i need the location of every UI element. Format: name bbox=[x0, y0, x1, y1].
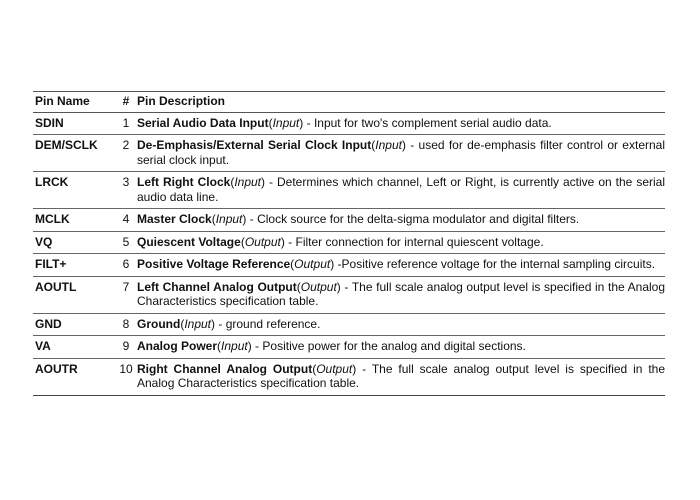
table-row bbox=[33, 172, 665, 209]
pin-number: 1 bbox=[115, 112, 137, 135]
pin-title: Left Right Clock bbox=[137, 175, 231, 189]
pin-separator: - bbox=[265, 175, 277, 189]
pin-detail: The full scale analog output level is specified in the Analog Characteristics specification table. bbox=[137, 361, 666, 390]
pin-number: 5 bbox=[115, 231, 137, 254]
pin-separator: - bbox=[251, 339, 263, 353]
pin-description: Quiescent Voltage(Output) - Filter connection for internal quiescent voltage. bbox=[137, 231, 665, 254]
pin-separator: - bbox=[303, 115, 314, 130]
pin-name: FILT+ bbox=[33, 254, 115, 277]
header-pin-description: Pin Description bbox=[137, 92, 665, 113]
pin-name: VQ bbox=[33, 231, 115, 254]
table-row bbox=[33, 209, 665, 232]
pin-description-table bbox=[33, 91, 665, 396]
table-row bbox=[33, 276, 665, 313]
pin-detail: Positive reference voltage for the internal sampling circuits. bbox=[341, 257, 656, 271]
pin-number: 7 bbox=[115, 276, 137, 313]
pin-separator: - bbox=[246, 212, 258, 226]
table-row bbox=[33, 254, 665, 277]
table-row bbox=[33, 358, 665, 395]
pin-description: Left Right Clock(Input) - Determines which channel, Left or Right, is currently active on the serial audio data line. bbox=[137, 172, 665, 209]
table-row bbox=[33, 313, 665, 336]
table-header-row bbox=[33, 92, 665, 113]
pin-name: AOUTR bbox=[33, 358, 115, 395]
pin-separator: - bbox=[215, 316, 226, 331]
pin-title: Quiescent Voltage bbox=[137, 234, 241, 249]
pin-number: 8 bbox=[115, 313, 137, 336]
pin-name: AOUTL bbox=[33, 276, 115, 313]
pin-detail: Determines which channel, Left or Right, is currently active on the serial audio data line. bbox=[137, 175, 665, 204]
pin-direction: Input bbox=[215, 212, 243, 226]
header-pin-name: Pin Name bbox=[33, 92, 115, 113]
pin-title: Ground bbox=[137, 316, 181, 331]
header-pin-number: # bbox=[115, 92, 137, 113]
pin-description: Serial Audio Data Input(Input) - Input for two's complement serial audio data. bbox=[137, 112, 665, 135]
pin-detail: Input for two's complement serial audio data. bbox=[313, 115, 552, 130]
pin-direction: Output bbox=[294, 257, 331, 271]
pin-title: Serial Audio Data Input bbox=[137, 115, 269, 130]
pin-detail: Filter connection for internal quiescent voltage. bbox=[295, 234, 544, 249]
pin-detail: Positive power for the analog and digital sections. bbox=[262, 339, 526, 353]
pin-number: 10 bbox=[115, 358, 137, 395]
pin-name: VA bbox=[33, 336, 115, 359]
pin-separator: - bbox=[356, 361, 372, 376]
pin-description: Ground(Input) - ground reference. bbox=[137, 313, 665, 336]
pin-number: 2 bbox=[115, 135, 137, 172]
pin-title: Master Clock bbox=[137, 212, 212, 226]
pin-name: DEM/SCLK bbox=[33, 135, 115, 172]
pin-description: Analog Power(Input) - Positive power for the analog and digital sections. bbox=[137, 336, 665, 359]
pin-description: Positive Voltage Reference(Output) -Positive reference voltage for the internal sampling circuits. bbox=[137, 254, 665, 277]
pin-direction: Input bbox=[272, 115, 300, 130]
pin-direction: Input bbox=[184, 316, 212, 331]
table-row bbox=[33, 336, 665, 359]
pin-separator: - bbox=[284, 234, 296, 249]
pin-direction: Input bbox=[375, 138, 402, 152]
pin-number: 3 bbox=[115, 172, 137, 209]
pin-title: Right Channel Analog Output bbox=[137, 361, 313, 376]
pin-separator: - bbox=[405, 138, 419, 152]
pin-direction: Output bbox=[316, 361, 353, 376]
table-row bbox=[33, 112, 665, 135]
pin-name: SDIN bbox=[33, 112, 115, 135]
pin-name: LRCK bbox=[33, 172, 115, 209]
pin-number: 4 bbox=[115, 209, 137, 232]
table-row bbox=[33, 231, 665, 254]
pin-detail: ground reference. bbox=[225, 316, 321, 331]
table-row bbox=[33, 135, 665, 172]
pin-title: De-Emphasis/External Serial Clock Input bbox=[137, 138, 372, 152]
pin-description: De-Emphasis/External Serial Clock Input(Input) - used for de-emphasis filter control or external serial clock input. bbox=[137, 135, 665, 172]
pin-name: MCLK bbox=[33, 209, 115, 232]
pin-description: Master Clock(Input) - Clock source for the delta-sigma modulator and digital filters. bbox=[137, 209, 665, 232]
pin-number: 9 bbox=[115, 336, 137, 359]
pin-title: Left Channel Analog Output bbox=[137, 279, 297, 294]
pin-direction: Input bbox=[234, 175, 262, 189]
pin-description-table-container bbox=[33, 91, 665, 396]
pin-direction: Output bbox=[244, 234, 281, 249]
pin-direction: Input bbox=[221, 339, 248, 353]
pin-separator: - bbox=[334, 257, 342, 271]
pin-title: Positive Voltage Reference bbox=[137, 257, 291, 271]
pin-description: Right Channel Analog Output(Output) - The full scale analog output level is specified in the Analog Characteristics specification table. bbox=[137, 358, 665, 395]
pin-detail: Clock source for the delta-sigma modulator and digital filters. bbox=[257, 212, 580, 226]
pin-detail: used for de-emphasis filter control or external serial clock input. bbox=[137, 138, 666, 167]
pin-title: Analog Power bbox=[137, 339, 218, 353]
pin-description: Left Channel Analog Output(Output) - The full scale analog output level is specified in the Analog Characteristics specification table. bbox=[137, 276, 665, 313]
pin-detail: The full scale analog output level is specified in the Analog Characteristics specification table. bbox=[137, 279, 666, 308]
pin-number: 6 bbox=[115, 254, 137, 277]
pin-name: GND bbox=[33, 313, 115, 336]
pin-separator: - bbox=[340, 279, 352, 294]
pin-direction: Output bbox=[300, 279, 337, 294]
